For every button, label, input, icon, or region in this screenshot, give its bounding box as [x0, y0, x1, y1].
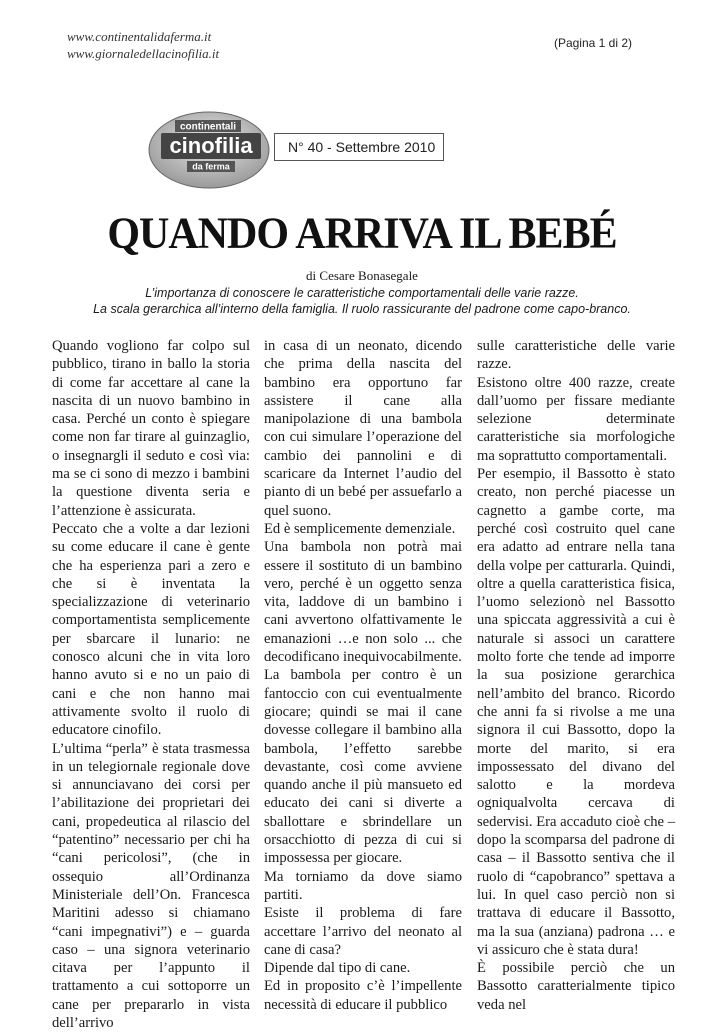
paragraph: sulle caratteristiche delle varie razze.	[477, 338, 675, 373]
article-subtitle	[40, 285, 684, 317]
text-column-1	[52, 337, 250, 1032]
paragraph: Peccato che a volte a dar lezioni su come educare il cane è gente che ha esperienza pari a zero e che si è inventata la specializzazione di veterinario comportamentista semplicemente per sbarcare il lunario: ne conosco alcuni che in vita loro hanno avuto si e no un paio di cani e che non hanno mai attivamente svolto il ruolo di educatore cinofilo.	[52, 520, 250, 739]
paragraph: Esiste il problema di fare accettare l’arrivo del neonato al cane di casa?	[264, 905, 462, 958]
paragraph: Ed è semplicemente demenziale.	[264, 520, 456, 537]
article-title: QUANDO ARRIVA IL BEBÉ	[107, 209, 617, 259]
paragraph: Una bambola non potrà mai essere il sostituto di un bambino vero, perché è un oggetto senza vita, laddove di un bambino i cani avvertono olfattivamente le emanazioni …e non solo ... che decodificano inequivocabilmente.	[264, 539, 462, 666]
paragraph: in casa di un neonato, dicendo che prima della nascita del bambino era opportuno far assistere il cane alla manipolazione di una bambola con cui simulare l’operazione del cambio dei pannolini e di scaricare da Internet l’audio del pianto di un bebé per assuefarlo a quel suono.	[264, 338, 462, 519]
paragraph: La bambola per contro è un fantoccio con cui eventualmente giocare; quindi se mai il cane dovesse collegare il bambino alla bambola, l’effetto sarebbe devastante, così come avviene quando anche il più mansueto ed educato dei cani si diverte a sballottare e sbrindellare un orsacchiotto di pezza di cui si impossessa per giocare.	[264, 667, 462, 867]
paragraph: Esistono oltre 400 razze, create dall’uomo per fissare mediante selezione determinate caratteristiche sia morfologiche ma soprattutto comportamentali.	[477, 374, 675, 464]
cinofilia-logo	[147, 110, 272, 190]
subtitle-line-1: L’importanza di conoscere le caratteristiche comportamentali delle varie razze.	[145, 286, 579, 300]
paragraph: Dipende dal tipo di cane.	[264, 960, 411, 977]
page-indicator: (Pagina 1 di 2)	[553, 36, 632, 50]
issue-label: N° 40 - Settembre 2010	[274, 133, 444, 161]
article-author: di Cesare Bonasegale	[306, 268, 418, 283]
paragraph: L’ultima “perla” è stata trasmessa in un telegiornale regionale dove si annunciavano dei corsi per l’abilitazione dei proprietari dei cani, propedeutica al rilascio del “patentino” necessario per chi ha “cani pericolosi”, (che in ossequio all’Ordinanza Ministeriale dell’On. Francesca Maritini adesso si chiamano “cani impegnativi”) e – guarda caso – una signora veterinario citava per l’appunto il trattamento a cui sottoporre un cane per prepararlo in vista dell’arrivo	[52, 740, 250, 1031]
subtitle-line-2: La scala gerarchica all’interno della famiglia. Il ruolo rassicurante del padrone come capo-branco.	[93, 302, 631, 316]
paragraph: Ma torniamo da dove siamo partiti.	[264, 868, 462, 903]
paragraph: Ed in proposito c’è l’impellente necessità di educare il pubblico	[264, 978, 462, 1013]
text-column-2	[264, 337, 462, 1014]
header-urls	[67, 28, 219, 62]
logo-bottom-text: da ferma	[192, 161, 230, 172]
logo-top-text: continentali	[179, 121, 237, 133]
paragraph: Per esempio, il Bassotto è stato creato, non perché piacesse un cagnetto a gambe corte, ma perché così costruito quel cane era adatto ad entrare nella tana della volpe per catturarla. Quindi, oltre a quella caratteristica fisica, l’uomo selezionò nel Bassotto una spiccata aggressività a cui è naturale si associ un carattere molto forte che tende ad imporre la sua posizione gerarchica nell’ambito del branco. Ricordo che anni fa si rivolse a me una signora il cui Bassotto, dopo la morte del marito, si era impossessato del divano del salotto e la mordeva ogniqualvolta cercava di sedervisi. Era accaduto cioè che – dopo la scomparsa del padrone di casa – il Bassotto sentiva che il ruolo di “capobranco” spettava a lui. In quel caso perciò non si trattava di educare il Bassotto, ma la sua (anziana) padrona … e vi assicuro che è stata dura!	[477, 466, 675, 958]
paragraph: Quando vogliono far colpo sul pubblico, tirano in ballo la storia di come far accettare al cane la nascita di un nuovo bambino in casa. Perché un conto è spiegare come non far tirare al guinzaglio, o insegnargli il seduto e così via: ma se ci sono di mezzo i bambini la questione diventa seria e l’attenzione è assicurata.	[52, 338, 250, 519]
site-url-giornale[interactable]: www.giornaledellacinofilia.it	[67, 46, 220, 61]
site-url-continentali[interactable]: www.continentalidaferma.it	[67, 29, 212, 44]
paragraph: È possibile perciò che un Bassotto caratterialmente tipico veda nel	[477, 960, 675, 1013]
text-column-3	[477, 337, 675, 1014]
logo-main-text: cinofilia	[169, 133, 253, 158]
